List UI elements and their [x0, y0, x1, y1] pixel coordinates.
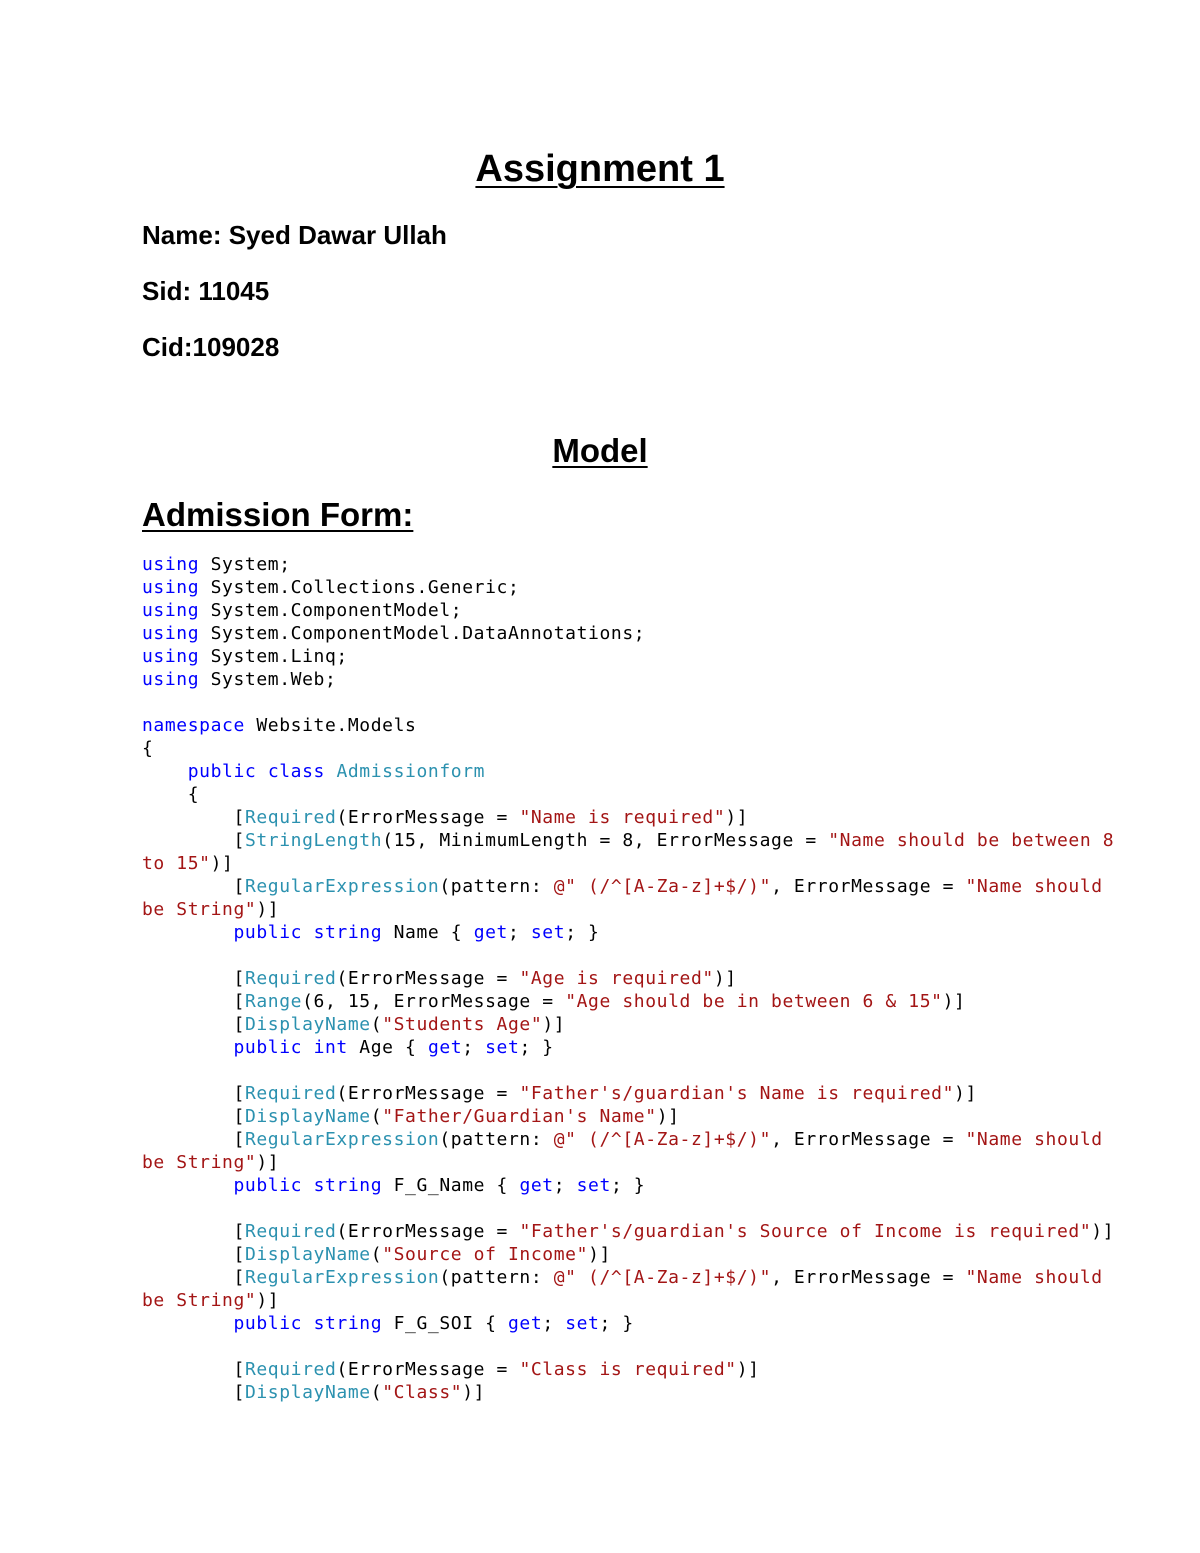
code-line [142, 852, 1072, 875]
code-line [142, 1266, 1103, 1289]
code-keyword: int [313, 1037, 348, 1058]
code-text: (ErrorMessage = [336, 1221, 520, 1242]
code-text: ; } [565, 922, 600, 943]
code-text [256, 761, 267, 782]
code-type: Required [244, 1221, 337, 1242]
student-sid-line [142, 275, 269, 307]
code-line [142, 1220, 1115, 1243]
code-keyword: using [142, 669, 200, 690]
code-keyword: string [313, 922, 383, 943]
code-text: )] [736, 1359, 760, 1380]
code-line [142, 1312, 1072, 1335]
code-text: )] [256, 1290, 280, 1311]
code-line [142, 1128, 1103, 1151]
code-line [142, 645, 1072, 668]
code-line [142, 1105, 1072, 1128]
code-keyword: get [427, 1037, 463, 1058]
code-keyword: using [142, 600, 200, 621]
code-keyword: get [473, 922, 508, 943]
student-cid-line [142, 331, 279, 363]
code-text: (ErrorMessage = [336, 1359, 520, 1380]
code-text: [ [142, 991, 245, 1012]
code-keyword: class [267, 761, 325, 782]
code-text: ; } [519, 1037, 554, 1058]
code-line [142, 760, 1072, 783]
code-text [302, 1037, 313, 1058]
code-text: )] [462, 1382, 486, 1403]
code-line [142, 1335, 1072, 1358]
code-text: )] [1091, 1221, 1115, 1242]
code-line [142, 1289, 1072, 1312]
code-text: (15, MinimumLength = 8, ErrorMessage = [382, 830, 829, 851]
code-string: "Father's/guardian's Source of Income is required" [519, 1221, 1092, 1242]
sid-value: 11045 [198, 276, 270, 306]
code-line [142, 1358, 1072, 1381]
code-text [142, 761, 188, 782]
code-string: "Name should [965, 876, 1103, 897]
code-line [142, 1013, 1072, 1036]
code-text: )] [588, 1244, 611, 1265]
code-text: ; [542, 1313, 566, 1334]
code-text: )] [954, 1083, 977, 1104]
code-text: ; } [599, 1313, 634, 1334]
code-keyword: get [508, 1313, 543, 1334]
code-keyword: using [142, 577, 200, 598]
subsection-title: Admission Form: [142, 496, 414, 533]
code-keyword: using [142, 646, 200, 667]
code-type: DisplayName [244, 1014, 371, 1035]
code-text: [ [142, 807, 245, 828]
code-text: ; [462, 1037, 486, 1058]
code-text: System; [199, 554, 291, 575]
cid-value: 109028 [192, 332, 280, 362]
code-text: System.Collections.Generic; [199, 577, 520, 598]
code-string: "Class" [382, 1382, 463, 1403]
code-keyword: public [233, 1175, 303, 1196]
code-keyword: using [142, 554, 200, 575]
code-keyword: public [233, 1037, 303, 1058]
code-text: { [142, 784, 200, 805]
code-block [142, 553, 1115, 1404]
code-string: "Class is required" [519, 1359, 737, 1380]
name-value: Syed Dawar Ullah [228, 220, 447, 250]
code-text: [ [142, 1106, 245, 1127]
section-title: Model [552, 432, 648, 469]
code-string: to 15" [142, 853, 211, 874]
code-keyword: set [565, 1313, 600, 1334]
code-text: [ [142, 1244, 245, 1265]
code-text: [ [142, 830, 245, 851]
code-type: DisplayName [244, 1382, 371, 1403]
code-line [142, 1036, 1072, 1059]
code-keyword: set [576, 1175, 611, 1196]
code-line [142, 898, 1072, 921]
code-text: , ErrorMessage = [771, 1129, 966, 1150]
code-string: "Father's/guardian's Name is required" [519, 1083, 955, 1104]
document-title: Assignment 1 [475, 148, 725, 190]
code-keyword: using [142, 623, 200, 644]
code-string: @" (/^[A-Za-z]+$/)" [553, 1129, 772, 1150]
code-keyword: public [187, 761, 257, 782]
code-text: Name { [382, 922, 474, 943]
code-string: be String" [142, 1152, 257, 1173]
code-keyword: set [530, 922, 566, 943]
cid-label: Cid: [142, 332, 193, 362]
code-line [142, 1381, 1072, 1404]
code-type: RegularExpression [244, 1267, 440, 1288]
code-keyword: string [313, 1313, 383, 1334]
code-text: )] [542, 1014, 566, 1035]
code-text: ; } [610, 1175, 646, 1196]
code-text [142, 1313, 234, 1334]
code-text: ( [370, 1244, 383, 1265]
code-line [142, 944, 1072, 967]
code-text: )] [656, 1106, 680, 1127]
code-text: , ErrorMessage = [771, 1267, 966, 1288]
code-text: , ErrorMessage = [771, 876, 966, 897]
code-text [302, 922, 313, 943]
code-text [142, 1037, 234, 1058]
code-text: F_G_Name { [382, 1175, 520, 1196]
code-string: "Name should [965, 1267, 1103, 1288]
code-string: be String" [142, 899, 257, 920]
code-text: System.Linq; [199, 646, 348, 667]
code-type: Required [244, 1359, 337, 1380]
code-text: ( [370, 1382, 383, 1403]
code-line [142, 875, 1103, 898]
code-string: "Name is required" [519, 807, 726, 828]
code-line [142, 599, 1072, 622]
code-text: { [142, 738, 154, 759]
code-text: System.ComponentModel.DataAnnotations; [199, 623, 646, 644]
code-string: @" (/^[A-Za-z]+$/)" [553, 876, 772, 897]
code-type: StringLength [244, 830, 383, 851]
code-text [142, 1175, 234, 1196]
code-text [142, 922, 234, 943]
code-string: "Father/Guardian's Name" [382, 1106, 657, 1127]
code-string: "Students Age" [382, 1014, 543, 1035]
code-text [302, 1313, 313, 1334]
code-text: )] [713, 968, 737, 989]
code-line [142, 921, 1072, 944]
code-type: RegularExpression [244, 1129, 440, 1150]
code-text: [ [142, 1382, 245, 1403]
code-type: Range [244, 991, 303, 1012]
code-text: )] [210, 853, 234, 874]
code-line [142, 576, 1072, 599]
code-type: DisplayName [244, 1106, 371, 1127]
code-text: [ [142, 1267, 245, 1288]
code-text: )] [256, 899, 280, 920]
code-type: Admissionform [336, 761, 486, 782]
code-string: "Source of Income" [382, 1244, 589, 1265]
code-text: )] [942, 991, 966, 1012]
code-text: F_G_SOI { [382, 1313, 508, 1334]
code-line [142, 1174, 1072, 1197]
code-line [142, 1243, 1072, 1266]
code-text: (pattern: [439, 876, 554, 897]
code-string: "Name should be between 8 [828, 830, 1115, 851]
code-line [142, 622, 1072, 645]
code-line [142, 967, 1072, 990]
code-line [142, 1082, 1072, 1105]
code-type: RegularExpression [244, 876, 440, 897]
code-type: DisplayName [244, 1244, 371, 1265]
code-keyword: namespace [142, 715, 245, 736]
code-text: ( [370, 1106, 383, 1127]
code-line [142, 783, 1072, 806]
code-keyword: set [485, 1037, 520, 1058]
code-text: (ErrorMessage = [336, 1083, 520, 1104]
code-string: "Age is required" [519, 968, 714, 989]
code-text: ; [508, 922, 531, 943]
code-text: )] [725, 807, 749, 828]
code-text: [ [142, 968, 245, 989]
code-text: (ErrorMessage = [336, 968, 520, 989]
code-keyword: get [519, 1175, 554, 1196]
code-text: [ [142, 876, 245, 897]
code-text: System.ComponentModel; [199, 600, 463, 621]
code-line [142, 1197, 1072, 1220]
code-text: (pattern: [439, 1129, 554, 1150]
code-line [142, 1059, 1072, 1082]
code-text: [ [142, 1359, 245, 1380]
code-keyword: string [313, 1175, 383, 1196]
code-text: [ [142, 1129, 245, 1150]
code-text: [ [142, 1221, 245, 1242]
code-text [325, 761, 336, 782]
code-text: System.Web; [199, 669, 337, 690]
code-text: (6, 15, ErrorMessage = [302, 991, 566, 1012]
student-name-line [142, 219, 447, 251]
code-text: [ [142, 1014, 245, 1035]
code-line [142, 691, 1072, 714]
code-text: ; [553, 1175, 577, 1196]
code-text: Website.Models [244, 715, 417, 736]
code-text: (ErrorMessage = [336, 807, 520, 828]
code-line [142, 829, 1115, 852]
code-text: Age { [347, 1037, 428, 1058]
code-text [302, 1175, 313, 1196]
code-text: )] [256, 1152, 280, 1173]
code-type: Required [244, 1083, 337, 1104]
code-text: ( [370, 1014, 383, 1035]
code-line [142, 553, 1072, 576]
code-string: "Age should be in between 6 & 15" [565, 991, 943, 1012]
name-label: Name: [142, 220, 229, 250]
code-type: Required [244, 968, 337, 989]
code-line [142, 1151, 1072, 1174]
code-text: [ [142, 1083, 245, 1104]
code-string: @" (/^[A-Za-z]+$/)" [553, 1267, 772, 1288]
sid-label: Sid: [142, 276, 199, 306]
code-line [142, 806, 1072, 829]
code-line [142, 737, 1072, 760]
code-keyword: public [233, 1313, 303, 1334]
code-line [142, 714, 1072, 737]
code-text: (pattern: [439, 1267, 554, 1288]
code-line [142, 990, 1072, 1013]
code-type: Required [244, 807, 337, 828]
code-line [142, 668, 1072, 691]
code-string: be String" [142, 1290, 257, 1311]
code-string: "Name should [965, 1129, 1103, 1150]
code-keyword: public [233, 922, 303, 943]
